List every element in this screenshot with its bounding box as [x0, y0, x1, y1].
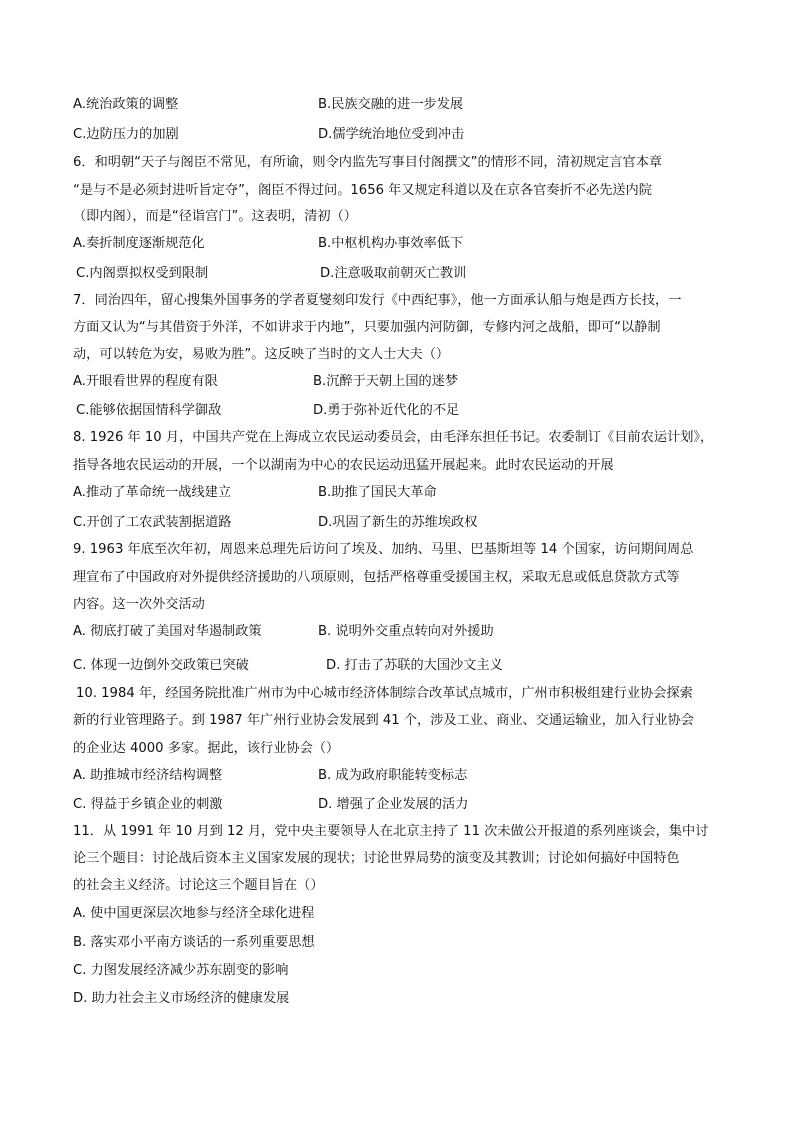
q6-options-row-1 — [73, 235, 723, 253]
q5-option-a[interactable]: A.统治政策的调整 — [73, 97, 179, 112]
q9-options-row-2 — [73, 657, 723, 675]
q10-option-c[interactable]: C. 得益于乡镇企业的刺激 — [73, 797, 223, 812]
q11-stem-line-3: 的社会主义经济。讨论这三个题目旨在（） — [73, 878, 324, 893]
q5-option-b[interactable]: B.民族交融的进一步发展 — [318, 97, 464, 112]
q11-option-a[interactable]: A. 使中国更深层次地参与经济全球化进程 — [73, 906, 315, 921]
q10-stem-line-1: 10. 1984 年，经国务院批准广州市为中心城市经济体制综合改革试点城市，广州市积极组建行业协会探索 — [76, 686, 693, 701]
q6-options-row-2 — [73, 265, 723, 283]
q8-options-row-1 — [73, 484, 723, 502]
q11-stem-line-2: 论三个题目：讨论战后资本主义国家发展的现状；讨论世界局势的演变及其教训；讨论如何搞好中国特色 — [73, 851, 680, 866]
q7-option-a[interactable]: A.开眼看世界的程度有限 — [73, 374, 218, 389]
q10-stem-line-2: 新的行业管理路子。到 1987 年广州行业协会发展到 41 个，涉及工业、商业、交通运输业，加入行业协会 — [73, 713, 694, 728]
q7-options-row-2 — [73, 402, 723, 420]
q8-option-a[interactable]: A.推动了革命统一战线建立 — [73, 485, 232, 500]
q6-option-d[interactable]: D.注意吸取前朝灭亡教训 — [320, 266, 467, 281]
q9-option-c[interactable]: C. 体现一边倒外交政策已突破 — [73, 658, 249, 673]
q9-option-a[interactable]: A. 彻底打破了美国对华遏制政策 — [73, 624, 262, 639]
q11-stem-line-1: 11．从 1991 年 10 月到 12 月，党中央主要领导人在北京主持了 11 次未做公开报道的系列座谈会，集中讨 — [73, 824, 709, 839]
q5-option-c[interactable]: C.边防压力的加剧 — [73, 127, 179, 142]
q7-option-d[interactable]: D.勇于弥补近代化的不足 — [313, 403, 460, 418]
q9-option-d[interactable]: D. 打击了苏联的大国沙文主义 — [326, 658, 503, 673]
q6-stem-line-2: “是与不是必须封进听旨定夺”，阁臣不得过问。1656 年又规定科道以及在京各官奏折不必先送内院 — [73, 183, 652, 198]
q8-option-c[interactable]: C.开创了工农武装割据道路 — [73, 515, 232, 530]
q6-option-c[interactable]: C.内阁票拟权受到限制 — [76, 266, 209, 281]
q10-option-b[interactable]: B. 成为政府职能转变标志 — [318, 768, 468, 783]
q9-options-row-1 — [73, 623, 723, 641]
q9-stem-line-3: 内容。这一次外交活动 — [73, 597, 205, 612]
q5-option-d[interactable]: D.儒学统治地位受到冲击 — [318, 127, 465, 142]
q11-option-c[interactable]: C. 力图发展经济减少苏东剧变的影响 — [73, 963, 289, 978]
q7-option-c[interactable]: C.能够依据国情科学御敌 — [76, 403, 222, 418]
q7-stem-line-1: 7．同治四年，留心搜集外国事务的学者夏燮刻印发行《中西纪事》，他一方面承认船与炮是西方长技，一 — [73, 293, 682, 308]
q8-stem-line-2: 指导各地农民运动的开展，一个以湖南为中心的农民运动迅猛开展起来。此时农民运动的开展 — [73, 458, 614, 473]
q10-option-d[interactable]: D. 增强了企业发展的活力 — [318, 797, 469, 812]
q7-stem-line-2: 方面又认为“与其借资于外洋，不如讲求于内地”，只要加强内河防御，专修内河之战船，即可“以静制 — [73, 320, 661, 335]
q5-options-row-2 — [73, 126, 723, 144]
q7-stem-line-3: 动，可以转危为安，易败为胜”。这反映了当时的文人士大夫（） — [73, 347, 450, 362]
q8-option-d[interactable]: D.巩固了新生的苏维埃政权 — [318, 515, 478, 530]
q8-options-row-2 — [73, 514, 723, 532]
q10-option-a[interactable]: A. 助推城市经济结构调整 — [73, 768, 223, 783]
q11-option-b[interactable]: B. 落实邓小平南方谈话的一系列重要思想 — [73, 935, 315, 950]
q10-stem-line-3: 的企业达 4000 多家。据此，该行业协会（） — [73, 741, 340, 756]
q9-stem-line-2: 理宣布了中国政府对外提供经济援助的八项原则，包括严格尊重受援国主权，采取无息或低息贷款方式等 — [73, 570, 680, 585]
q8-stem-line-1: 8. 1926 年 10 月，中国共产党在上海成立农民运动委员会，由毛泽东担任书记。农委制订《目前农运计划》， — [73, 430, 714, 445]
q7-option-b[interactable]: B.沉醉于天朝上国的迷梦 — [313, 374, 459, 389]
q11-option-d[interactable]: D. 助力社会主义市场经济的健康发展 — [73, 991, 290, 1006]
q6-option-a[interactable]: A.奏折制度逐渐规范化 — [73, 236, 205, 251]
q9-stem-line-1: 9. 1963 年底至次年初，周恩来总理先后访问了埃及、加纳、马里、巴基斯坦等 14 个国家，访问期间周总 — [73, 542, 694, 557]
q6-stem-line-1: 6．和明朝“天子与阁臣不常见，有所谕，则令内监先写事目付阁撰文”的情形不同，清初规定言官本章 — [73, 155, 663, 170]
q10-options-row-2 — [73, 796, 723, 814]
q7-options-row-1 — [73, 373, 723, 391]
q8-option-b[interactable]: B.助推了国民大革命 — [318, 485, 437, 500]
q9-option-b[interactable]: B. 说明外交重点转向对外援助 — [318, 624, 494, 639]
q10-options-row-1 — [73, 767, 723, 785]
q5-options-row-1 — [73, 96, 723, 114]
q6-stem-line-3: （即内阁），而是“径诣宫门”。这表明，清初（） — [73, 209, 357, 224]
q6-option-b[interactable]: B.中枢机构办事效率低下 — [318, 236, 464, 251]
